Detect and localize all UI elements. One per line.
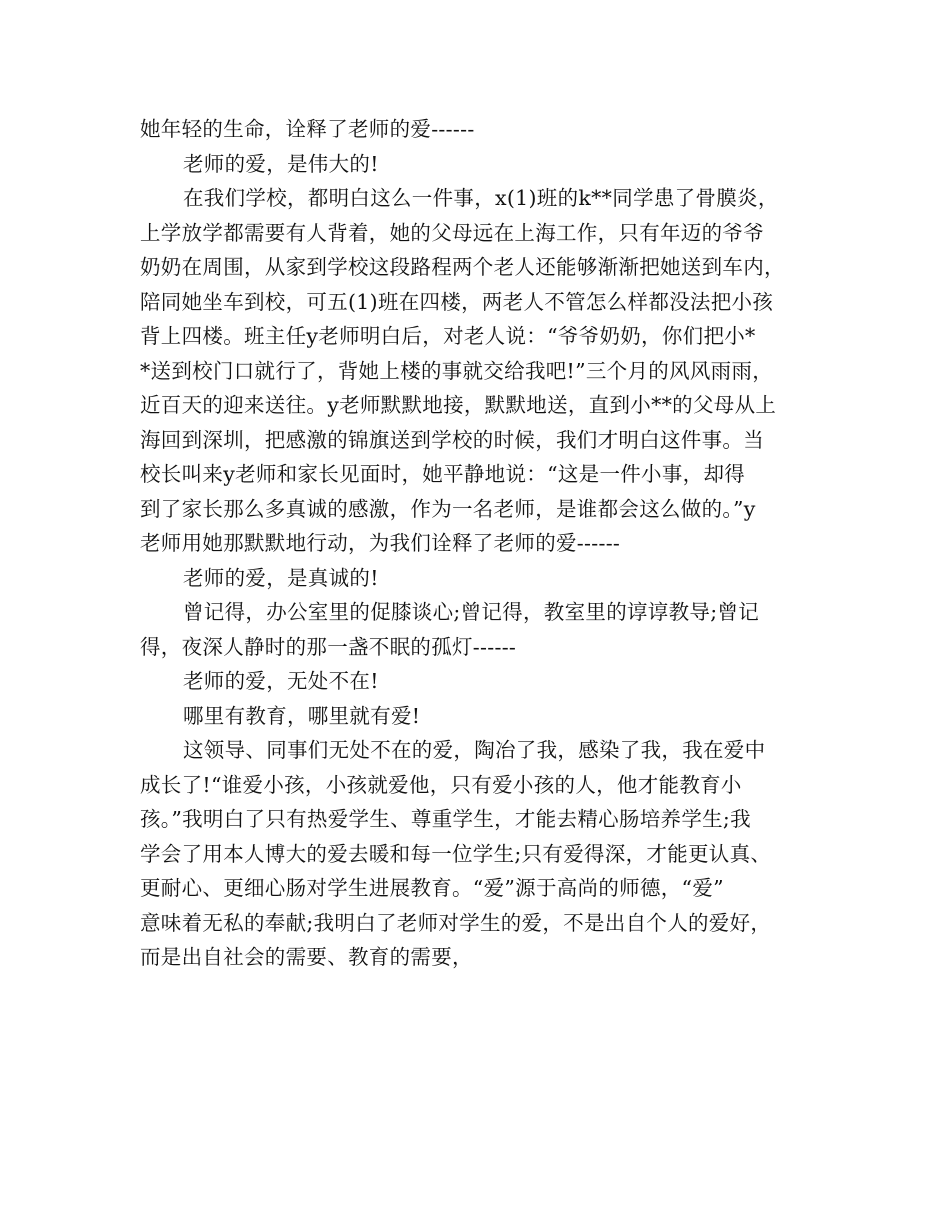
text-line: 而是出自社会的需要、教育的需要， <box>140 945 473 969</box>
text-line: 到了家长那么多真诚的感激，作为一名老师，是谁都会这么做的。”y <box>140 496 756 521</box>
text-line: 意味着无私的奉献;我明白了老师对学生的爱，不是出自个人的爱好， <box>140 910 772 935</box>
text-line: 更耐心、更细心肠对学生进展教育。“爱”源于高尚的师德，“爱” <box>140 876 724 900</box>
text-line: 背上四楼。班主任y老师明白后，对老人说：“爷爷奶奶，你们把小* <box>140 324 756 348</box>
text-line: 陪同她坐车到校，可五(1)班在四楼，两老人不管怎么样都没法把小孩 <box>140 289 774 314</box>
text-line: 哪里有教育，哪里就有爱! <box>183 703 421 728</box>
text-line: 学会了用本人博大的爱去暖和每一位学生;只有爱得深，才能更认真、 <box>140 841 772 866</box>
text-line: 老师的爱，是伟大的! <box>183 151 379 176</box>
text-line: 这领导、同事们无处不在的爱，陶冶了我，感染了我，我在爱中 <box>183 738 766 762</box>
text-line: 上学放学都需要有人背着，她的父母远在上海工作，只有年迈的爷爷 <box>140 220 764 245</box>
text-line: 奶奶在周围，从家到学校这段路程两个老人还能够渐渐把她送到车内， <box>140 255 785 279</box>
text-line: 老师的爱，无处不在! <box>183 669 379 693</box>
text-line: 校长叫来y老师和家长见面时，她平静地说：“这是一件小事，却得 <box>140 462 746 486</box>
text-line: 她年轻的生命，诠释了老师的爱------ <box>140 117 475 141</box>
text-line: 海回到深圳，把感激的锦旗送到学校的时候，我们才明白这件事。当 <box>140 427 764 452</box>
body-text <box>140 112 830 975</box>
text-line: 老师用她那默默地行动，为我们诠释了老师的爱------ <box>140 531 621 555</box>
text-line: 曾记得，办公室里的促膝谈心;曾记得，教室里的谆谆教导;曾记 <box>183 600 760 624</box>
text-line: 孩。”我明白了只有热爱学生、尊重学生，才能去精心肠培养学生;我 <box>140 807 751 831</box>
text-line: 得，夜深人静时的那一盏不眠的孤灯------ <box>140 634 517 659</box>
text-line: 成长了!“谁爱小孩，小孩就爱他，只有爱小孩的人，他才能教育小 <box>140 772 742 797</box>
text-line: 老师的爱，是真诚的! <box>183 565 379 590</box>
text-line: *送到校门口就行了，背她上楼的事就交给我吧!”三个月的风风雨雨， <box>140 358 774 383</box>
text-line: 在我们学校，都明白这么一件事，x(1)班的k**同学患了骨膜炎， <box>183 186 779 210</box>
text-line: 近百天的迎来送往。y老师默默地接，默默地送，直到小**的父母从上 <box>140 393 777 417</box>
